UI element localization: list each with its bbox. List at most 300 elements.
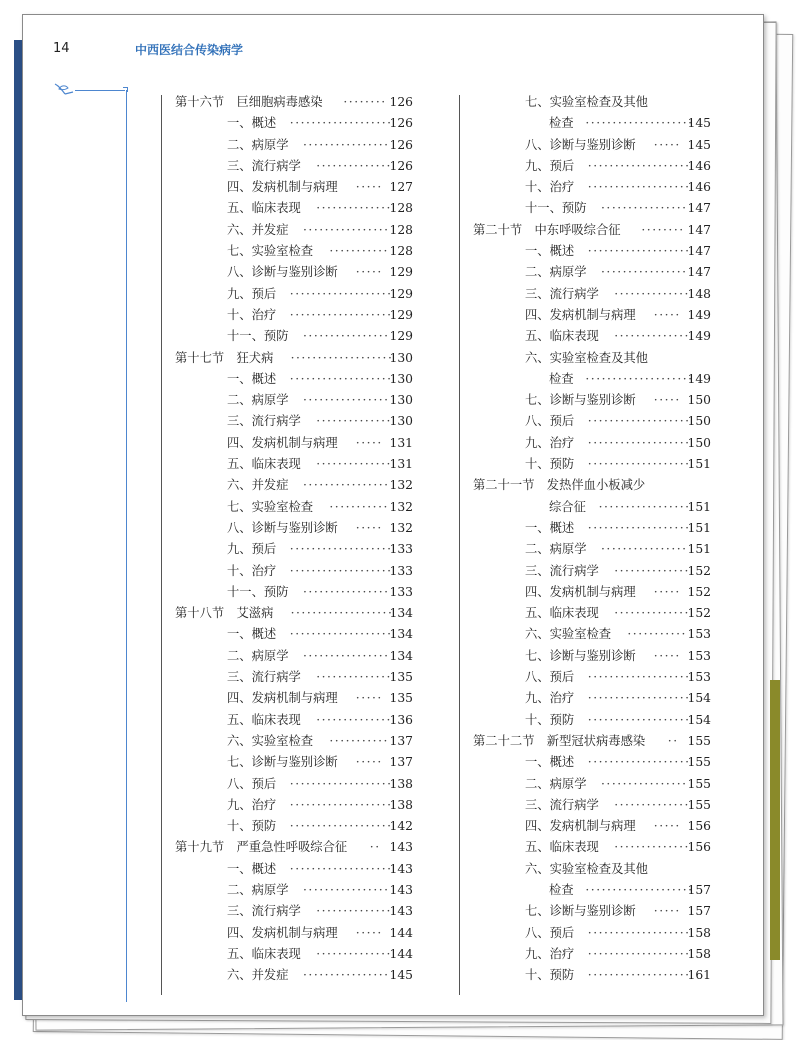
dot-leader: ··················· — [289, 797, 393, 812]
dot-leader: ·············· — [316, 414, 392, 429]
dot-leader: ·············· — [614, 563, 690, 578]
toc-entry-page: 126 — [389, 158, 413, 173]
toc-entry[interactable] — [175, 774, 413, 795]
toc-entry[interactable] — [473, 561, 711, 582]
toc-entry-label: 八、诊断与鉴别诊断 — [227, 265, 338, 280]
toc-entry-label: 九、预后 — [525, 158, 575, 173]
toc-entry-label: 综合征 — [549, 499, 586, 514]
toc-entry[interactable] — [473, 284, 711, 305]
dot-leader: ················ — [303, 393, 390, 408]
toc-entry[interactable] — [175, 113, 413, 134]
toc-entry-page: 130 — [389, 393, 413, 408]
toc-left-column — [175, 92, 413, 986]
toc-section-entry[interactable] — [473, 475, 711, 496]
dot-leader: ·············· — [316, 158, 392, 173]
toc-entry[interactable] — [473, 369, 711, 390]
toc-entry-label: 三、流行病学 — [525, 286, 599, 301]
toc-entry-label: 第十七节 狂犬病 — [175, 350, 274, 365]
toc-entry-page: 153 — [687, 648, 711, 663]
toc-entry-page: 146 — [687, 158, 711, 173]
toc-entry-page: 133 — [389, 542, 413, 557]
toc-entry-page: 155 — [687, 797, 711, 812]
toc-entry[interactable] — [473, 518, 711, 539]
toc-entry-page: 127 — [389, 180, 413, 195]
dot-leader: ···················· — [585, 371, 694, 386]
dot-leader: ··················· — [587, 712, 691, 727]
dot-leader: ··················· — [587, 158, 691, 173]
toc-entry-page: 150 — [687, 414, 711, 429]
toc-entry[interactable] — [473, 582, 711, 603]
toc-entry[interactable] — [175, 497, 413, 518]
toc-entry-label: 检查 — [549, 371, 574, 386]
toc-entry[interactable] — [473, 135, 711, 156]
toc-entry-page: 151 — [687, 499, 711, 514]
toc-entry[interactable] — [473, 965, 711, 986]
toc-entry[interactable] — [175, 880, 413, 901]
toc-section-entry[interactable] — [175, 348, 413, 369]
dot-leader: ··················· — [289, 563, 393, 578]
header-rule — [75, 90, 125, 91]
toc-entry-label: 十、治疗 — [227, 307, 277, 322]
toc-entry-label: 八、诊断与鉴别诊断 — [227, 520, 338, 535]
toc-entry-page: 128 — [389, 201, 413, 216]
dot-leader: ··········· — [329, 499, 389, 514]
dot-leader: ··················· — [587, 925, 691, 940]
toc-entry-label: 一、概述 — [525, 520, 575, 535]
dot-leader: ···················· — [585, 116, 694, 131]
toc-entry[interactable] — [473, 113, 711, 134]
dot-leader: ··········· — [329, 733, 389, 748]
toc-entry-label: 第二十一节 发热伴血小板减少 — [473, 478, 646, 493]
toc-entry[interactable] — [473, 710, 711, 731]
toc-entry[interactable] — [473, 752, 711, 773]
toc-entry-label: 一、概述 — [227, 371, 277, 386]
toc-entry[interactable] — [473, 859, 711, 880]
toc-entry-page: 133 — [389, 584, 413, 599]
dot-leader: ················· — [598, 499, 691, 514]
toc-entry-page: 138 — [389, 776, 413, 791]
toc-entry-page: 130 — [389, 350, 413, 365]
toc-entry-label: 八、预后 — [525, 670, 575, 685]
toc-entry[interactable] — [175, 965, 413, 986]
toc-entry-label: 四、发病机制与病理 — [525, 819, 636, 834]
toc-entry-page: 144 — [389, 946, 413, 961]
toc-entry[interactable] — [473, 198, 711, 219]
dot-leader: ·············· — [316, 904, 392, 919]
toc-entry-page: 161 — [687, 968, 711, 983]
toc-entry[interactable] — [175, 284, 413, 305]
toc-entry-label: 第十八节 艾滋病 — [175, 606, 274, 621]
toc-entry[interactable] — [175, 901, 413, 922]
toc-entry[interactable] — [473, 795, 711, 816]
toc-entry[interactable] — [473, 880, 711, 901]
toc-entry-label: 八、预后 — [227, 776, 277, 791]
dot-leader: ····· — [355, 925, 383, 940]
toc-entry[interactable] — [175, 411, 413, 432]
toc-entry-page: 144 — [389, 925, 413, 940]
toc-entry-label: 四、发病机制与病理 — [227, 925, 338, 940]
toc-entry-page: 131 — [389, 435, 413, 450]
toc-entry-label: 十一、预防 — [227, 329, 289, 344]
dot-leader: ··················· — [289, 286, 393, 301]
toc-entry-label: 十、预防 — [525, 712, 575, 727]
toc-entry[interactable] — [473, 454, 711, 475]
right-column-rule — [459, 95, 460, 995]
toc-entry-label: 十、预防 — [525, 968, 575, 983]
toc-entry[interactable] — [175, 241, 413, 262]
page-number: 14 — [53, 41, 70, 56]
toc-entry[interactable] — [175, 944, 413, 965]
dot-leader: ··········· — [329, 244, 389, 259]
toc-entry-label: 四、发病机制与病理 — [227, 435, 338, 450]
dot-leader: ·············· — [316, 712, 392, 727]
toc-entry[interactable] — [473, 433, 711, 454]
toc-entry-label: 七、诊断与鉴别诊断 — [525, 648, 636, 663]
toc-entry-page: 151 — [687, 520, 711, 535]
toc-entry-label: 五、临床表现 — [525, 840, 599, 855]
toc-entry[interactable] — [175, 859, 413, 880]
toc-entry-page: 132 — [389, 478, 413, 493]
toc-entry-page: 147 — [687, 265, 711, 280]
toc-section-entry[interactable] — [175, 92, 413, 113]
dot-leader: ··················· — [587, 520, 691, 535]
toc-entry[interactable] — [175, 198, 413, 219]
toc-entry-label: 二、病原学 — [525, 776, 587, 791]
toc-entry-label: 五、临床表现 — [525, 606, 599, 621]
toc-entry-page: 145 — [389, 968, 413, 983]
toc-entry-label: 二、病原学 — [227, 882, 289, 897]
dot-leader: ····· — [653, 307, 681, 322]
toc-entry-page: 153 — [687, 670, 711, 685]
toc-entry-page: 152 — [687, 584, 711, 599]
book-spine-right — [770, 680, 780, 960]
toc-section-entry[interactable] — [175, 603, 413, 624]
toc-entry-page: 145 — [687, 116, 711, 131]
dot-leader: ·············· — [316, 457, 392, 472]
dot-leader: ··················· — [587, 180, 691, 195]
toc-entry[interactable] — [175, 220, 413, 241]
toc-entry-page: 157 — [687, 882, 711, 897]
toc-entry-page: 128 — [389, 244, 413, 259]
toc-entry[interactable] — [473, 603, 711, 624]
dot-leader: ····· — [653, 648, 681, 663]
toc-entry[interactable] — [473, 177, 711, 198]
toc-entry-page: 129 — [389, 329, 413, 344]
toc-entry-page: 158 — [687, 946, 711, 961]
dot-leader: ·· — [369, 840, 381, 855]
toc-entry[interactable] — [473, 156, 711, 177]
toc-entry-label: 检查 — [549, 882, 574, 897]
toc-entry-label: 十、治疗 — [227, 563, 277, 578]
toc-entry[interactable] — [175, 816, 413, 837]
toc-entry[interactable] — [473, 326, 711, 347]
toc-entry-page: 151 — [687, 542, 711, 557]
leaf-ornament-icon — [53, 81, 75, 97]
dot-leader: ·············· — [614, 840, 690, 855]
toc-entry-label: 六、实验室检查及其他 — [525, 350, 648, 365]
toc-entry[interactable] — [473, 497, 711, 518]
dot-leader: ··················· — [289, 542, 393, 557]
dot-leader: ····· — [653, 584, 681, 599]
toc-entry-page: 155 — [687, 776, 711, 791]
dot-leader: ··················· — [290, 350, 394, 365]
toc-entry-label: 六、实验室检查 — [227, 733, 314, 748]
toc-entry[interactable] — [175, 518, 413, 539]
margin-rule — [126, 90, 127, 1002]
toc-entry[interactable] — [473, 944, 711, 965]
toc-entry-page: 143 — [389, 840, 413, 855]
toc-entry-label: 八、预后 — [525, 925, 575, 940]
toc-entry-page: 128 — [389, 222, 413, 237]
toc-entry[interactable] — [473, 241, 711, 262]
toc-entry-label: 七、诊断与鉴别诊断 — [525, 393, 636, 408]
dot-leader: ················ — [303, 222, 390, 237]
dot-leader: ················ — [303, 478, 390, 493]
dot-leader: ··················· — [587, 755, 691, 770]
toc-entry-label: 四、发病机制与病理 — [525, 307, 636, 322]
toc-entry-page: 132 — [389, 499, 413, 514]
toc-entry-page: 154 — [687, 691, 711, 706]
dot-leader: ················ — [303, 648, 390, 663]
toc-entry-label: 第十九节 严重急性呼吸综合征 — [175, 840, 348, 855]
toc-entry-page: 154 — [687, 712, 711, 727]
toc-entry[interactable] — [175, 646, 413, 667]
toc-entry-label: 五、临床表现 — [227, 712, 301, 727]
toc-entry-label: 六、实验室检查 — [525, 627, 612, 642]
toc-entry-page: 155 — [687, 755, 711, 770]
toc-entry-label: 一、概述 — [227, 861, 277, 876]
dot-leader: ················ — [303, 137, 390, 152]
toc-entry[interactable] — [473, 92, 711, 113]
toc-entry[interactable] — [473, 262, 711, 283]
toc-entry-label: 第二十二节 新型冠状病毒感染 — [473, 733, 646, 748]
toc-entry-label: 六、并发症 — [227, 968, 289, 983]
toc-entry[interactable] — [175, 624, 413, 645]
toc-entry-label: 七、诊断与鉴别诊断 — [227, 755, 338, 770]
dot-leader: ····· — [355, 180, 383, 195]
dot-leader: ··················· — [587, 457, 691, 472]
toc-entry-page: 153 — [687, 627, 711, 642]
toc-entry-label: 十、治疗 — [525, 180, 575, 195]
toc-entry-label: 三、流行病学 — [227, 158, 301, 173]
toc-entry-page: 155 — [687, 733, 711, 748]
toc-entry-label: 二、病原学 — [525, 265, 587, 280]
toc-entry-label: 七、实验室检查 — [227, 244, 314, 259]
toc-entry-label: 二、病原学 — [227, 648, 289, 663]
toc-section-entry[interactable] — [473, 220, 711, 241]
dot-leader: ····· — [355, 435, 383, 450]
toc-entry[interactable] — [473, 688, 711, 709]
toc-section-entry[interactable] — [175, 837, 413, 858]
dot-leader: ················ — [303, 584, 390, 599]
toc-page — [22, 14, 764, 1016]
toc-entry[interactable] — [175, 923, 413, 944]
toc-entry-page: 148 — [687, 286, 711, 301]
toc-entry-page: 143 — [389, 861, 413, 876]
toc-entry-page: 151 — [687, 457, 711, 472]
dot-leader: ··················· — [587, 691, 691, 706]
dot-leader: ·············· — [614, 286, 690, 301]
toc-entry[interactable] — [473, 411, 711, 432]
toc-entry-page: 137 — [389, 733, 413, 748]
toc-entry[interactable] — [175, 369, 413, 390]
toc-entry[interactable] — [473, 624, 711, 645]
toc-entry[interactable] — [473, 390, 711, 411]
toc-entry[interactable] — [175, 582, 413, 603]
toc-entry-label: 三、流行病学 — [525, 797, 599, 812]
dot-leader: ················ — [601, 265, 688, 280]
toc-entry[interactable] — [473, 816, 711, 837]
dot-leader: ················ — [601, 542, 688, 557]
toc-entry[interactable] — [175, 688, 413, 709]
toc-entry-page: 143 — [389, 882, 413, 897]
toc-entry-label: 六、并发症 — [227, 222, 289, 237]
toc-entry[interactable] — [473, 305, 711, 326]
toc-entry-page: 135 — [389, 670, 413, 685]
toc-entry-label: 七、实验室检查 — [227, 499, 314, 514]
toc-entry-label: 三、流行病学 — [525, 563, 599, 578]
dot-leader: ·············· — [316, 670, 392, 685]
toc-entry-page: 149 — [687, 307, 711, 322]
toc-entry-page: 145 — [687, 137, 711, 152]
toc-entry-page: 136 — [389, 712, 413, 727]
dot-leader: ·············· — [316, 201, 392, 216]
toc-entry[interactable] — [473, 901, 711, 922]
dot-leader: ····· — [355, 520, 383, 535]
dot-leader: ··················· — [289, 861, 393, 876]
toc-entry[interactable] — [175, 326, 413, 347]
toc-entry-label: 三、流行病学 — [227, 670, 301, 685]
toc-entry-label: 七、诊断与鉴别诊断 — [525, 904, 636, 919]
toc-entry[interactable] — [175, 475, 413, 496]
toc-entry-page: 158 — [687, 925, 711, 940]
toc-entry-label: 十一、预防 — [227, 584, 289, 599]
dot-leader: ·············· — [316, 946, 392, 961]
toc-entry-page: 157 — [687, 904, 711, 919]
dot-leader: ····· — [355, 755, 383, 770]
toc-entry[interactable] — [473, 923, 711, 944]
toc-entry[interactable] — [175, 795, 413, 816]
toc-entry-page: 150 — [687, 435, 711, 450]
toc-entry-label: 三、流行病学 — [227, 414, 301, 429]
dot-leader: ··················· — [290, 606, 394, 621]
dot-leader: ·· — [667, 733, 679, 748]
dot-leader: ··········· — [627, 627, 687, 642]
toc-entry-label: 第十六节 巨细胞病毒感染 — [175, 95, 323, 109]
dot-leader: ··················· — [587, 435, 691, 450]
toc-entry-label: 一、概述 — [525, 755, 575, 770]
toc-entry-page: 129 — [389, 265, 413, 280]
toc-entry[interactable] — [175, 433, 413, 454]
dot-leader: ··················· — [587, 968, 691, 983]
toc-entry-label: 八、诊断与鉴别诊断 — [525, 137, 636, 152]
toc-entry[interactable] — [473, 667, 711, 688]
toc-entry-label: 十、预防 — [525, 457, 575, 472]
toc-entry-label: 六、实验室检查及其他 — [525, 861, 648, 876]
toc-entry[interactable] — [175, 135, 413, 156]
left-column-rule — [161, 95, 162, 995]
toc-entry[interactable] — [175, 667, 413, 688]
toc-entry-page: 149 — [687, 371, 711, 386]
toc-entry-label: 检查 — [549, 116, 574, 131]
toc-entry[interactable] — [473, 774, 711, 795]
toc-entry-label: 二、病原学 — [525, 542, 587, 557]
toc-entry-label: 一、概述 — [525, 244, 575, 259]
toc-entry[interactable] — [175, 262, 413, 283]
toc-entry-label: 五、临床表现 — [227, 457, 301, 472]
toc-entry-page: 134 — [389, 648, 413, 663]
toc-entry-label: 五、临床表现 — [525, 329, 599, 344]
toc-entry-page: 156 — [687, 840, 711, 855]
dot-leader: ··················· — [587, 414, 691, 429]
toc-entry[interactable] — [175, 561, 413, 582]
toc-entry-page: 130 — [389, 371, 413, 386]
toc-entry[interactable] — [175, 752, 413, 773]
dot-leader: ····· — [653, 819, 681, 834]
toc-entry-page: 146 — [687, 180, 711, 195]
toc-entry-page: 135 — [389, 691, 413, 706]
dot-leader: ····· — [653, 393, 681, 408]
dot-leader: ················ — [303, 968, 390, 983]
toc-entry-label: 九、预后 — [227, 542, 277, 557]
toc-entry-page: 147 — [687, 222, 711, 237]
dot-leader: ····· — [355, 691, 383, 706]
toc-entry-page: 133 — [389, 563, 413, 578]
toc-entry-page: 131 — [389, 457, 413, 472]
toc-entry-label: 九、治疗 — [525, 691, 575, 706]
toc-entry-page: 150 — [687, 393, 711, 408]
toc-entry[interactable] — [175, 305, 413, 326]
toc-entry-page: 149 — [687, 329, 711, 344]
toc-right-column — [473, 92, 711, 986]
toc-entry-label: 第二十节 中东呼吸综合征 — [473, 222, 621, 237]
dot-leader: ··················· — [289, 371, 393, 386]
toc-entry[interactable] — [175, 177, 413, 198]
toc-entry[interactable] — [175, 390, 413, 411]
dot-leader: ················ — [303, 329, 390, 344]
running-head-title: 中西医结合传染病学 — [135, 43, 244, 57]
toc-entry-label: 七、实验室检查及其他 — [525, 95, 648, 109]
toc-entry-label: 一、概述 — [227, 627, 277, 642]
toc-entry-page: 132 — [389, 520, 413, 535]
toc-entry[interactable] — [473, 348, 711, 369]
toc-entry[interactable] — [473, 837, 711, 858]
toc-entry-page: 156 — [687, 819, 711, 834]
toc-entry[interactable] — [473, 646, 711, 667]
dot-leader: ····· — [653, 137, 681, 152]
toc-entry-label: 九、预后 — [227, 286, 277, 301]
toc-entry-page: 138 — [389, 797, 413, 812]
toc-entry-label: 六、并发症 — [227, 478, 289, 493]
toc-entry-page: 152 — [687, 606, 711, 621]
toc-entry[interactable] — [175, 156, 413, 177]
toc-entry-label: 四、发病机制与病理 — [525, 584, 636, 599]
toc-section-entry[interactable] — [473, 731, 711, 752]
toc-entry[interactable] — [473, 539, 711, 560]
toc-entry[interactable] — [175, 710, 413, 731]
toc-entry[interactable] — [175, 539, 413, 560]
dot-leader: ··················· — [289, 116, 393, 131]
toc-entry-page: 147 — [687, 244, 711, 259]
toc-entry-label: 五、临床表现 — [227, 201, 301, 216]
toc-entry-label: 九、治疗 — [227, 797, 277, 812]
toc-entry-page: 142 — [389, 819, 413, 834]
dot-leader: ··················· — [587, 244, 691, 259]
toc-entry-label: 十一、预防 — [525, 201, 587, 216]
dot-leader: ·············· — [614, 606, 690, 621]
toc-entry[interactable] — [175, 731, 413, 752]
toc-entry[interactable] — [175, 454, 413, 475]
